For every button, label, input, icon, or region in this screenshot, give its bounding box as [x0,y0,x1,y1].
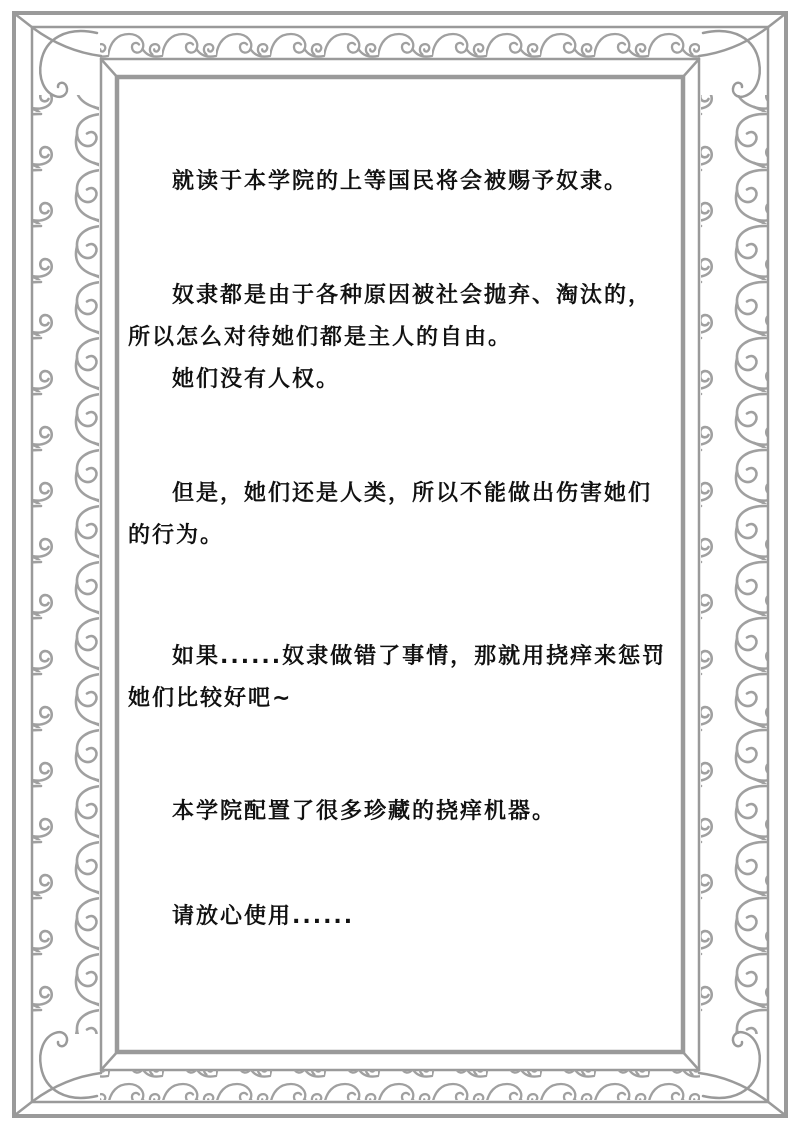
paragraph [128,473,688,557]
text-line: 请放心使用...... [172,904,355,929]
paragraph [128,791,688,833]
bottom-scroll-band [100,1070,700,1100]
text-line: 本学院配置了很多珍藏的挠痒机器。 [172,799,557,824]
text-line: 她们没有人权。 [172,367,341,392]
text-line: 就读于本学院的上等国民将会被赐予奴隶。 [172,169,629,194]
text-line: 所以怎么对待她们都是主人的自由。 [128,325,513,350]
text-line: 奴隶都是由于各种原因被社会抛弃、淘汰的， [172,283,653,308]
paragraph [128,896,688,938]
text-content [128,0,688,938]
left-scroll-band [33,95,99,1034]
right-scroll-band [701,95,767,1034]
text-line: 的行为。 [128,523,225,548]
paragraph [128,161,688,203]
text-line: 如果......奴隶做错了事情，那就用挠痒来惩罚 [172,644,667,669]
text-line: 她们比较好吧~ [128,686,293,711]
text-line: 但是，她们还是人类，所以不能做出伤害她们 [172,481,653,506]
paragraph [128,636,688,720]
paragraph [128,275,688,401]
